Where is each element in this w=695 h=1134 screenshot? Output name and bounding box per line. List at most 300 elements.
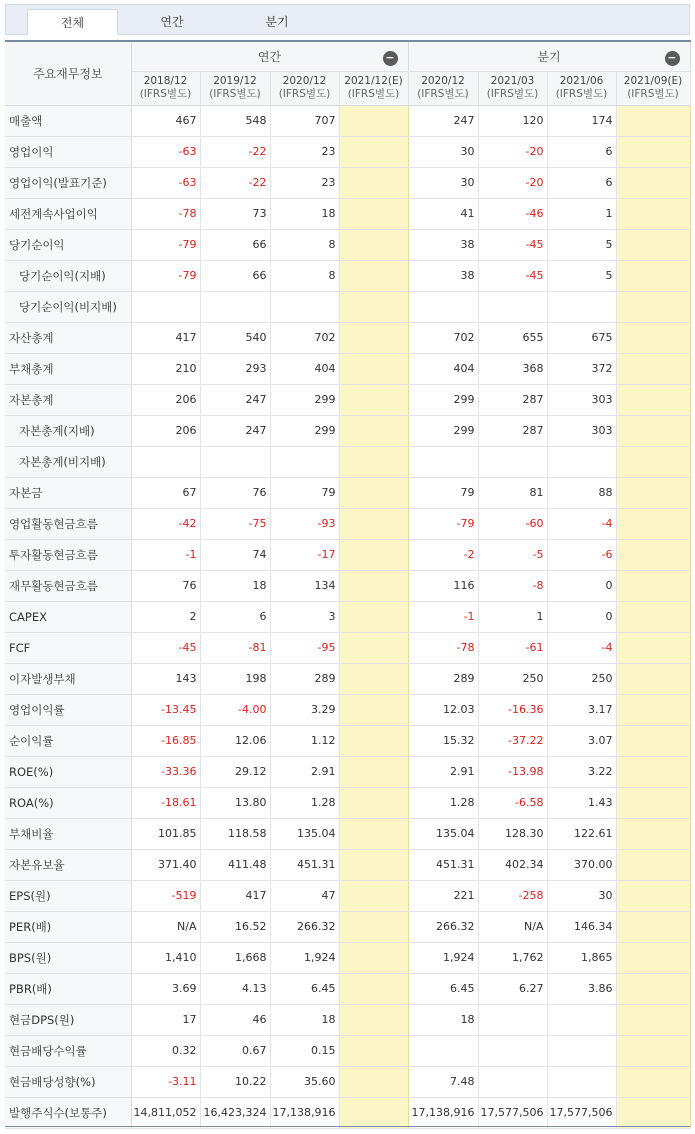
column-period: 2019/12 <box>213 75 257 87</box>
estimate-cell <box>616 756 690 787</box>
estimate-cell <box>339 508 408 539</box>
value-cell: 5 <box>547 229 616 260</box>
estimate-cell <box>339 570 408 601</box>
column-period: 2021/12(E) <box>344 75 403 87</box>
table-row <box>5 632 690 663</box>
estimate-cell <box>339 322 408 353</box>
table-row <box>5 384 690 415</box>
estimate-cell <box>616 849 690 880</box>
estimate-cell <box>616 136 690 167</box>
table-row <box>5 508 690 539</box>
column-basis: (IFRS별도) <box>139 88 192 100</box>
value-cell: 287 <box>478 415 547 446</box>
value-cell: 146.34 <box>547 911 616 942</box>
tab-all[interactable] <box>27 9 118 35</box>
column-period: 2018/12 <box>143 75 188 87</box>
estimate-cell <box>339 105 408 136</box>
value-cell: 2.91 <box>408 756 478 787</box>
row-label: ROE(%) <box>5 756 131 787</box>
value-cell: -93 <box>270 508 339 539</box>
estimate-cell <box>616 353 690 384</box>
value-cell: -4 <box>547 508 616 539</box>
value-cell: 6 <box>547 136 616 167</box>
estimate-cell <box>616 322 690 353</box>
value-cell: 548 <box>200 105 270 136</box>
value-cell: 46 <box>200 1004 270 1035</box>
value-cell: 210 <box>131 353 200 384</box>
estimate-cell <box>339 1004 408 1035</box>
value-cell: -79 <box>131 260 200 291</box>
table-row <box>5 756 690 787</box>
value-cell: -6.58 <box>478 787 547 818</box>
value-cell: 0 <box>547 601 616 632</box>
value-cell: -61 <box>478 632 547 663</box>
estimate-cell <box>339 973 408 1004</box>
value-cell: 655 <box>478 322 547 353</box>
estimate-cell <box>339 725 408 756</box>
value-cell: 12.06 <box>200 725 270 756</box>
column-header <box>131 71 200 105</box>
value-cell: 66 <box>200 260 270 291</box>
row-label: 재무활동현금흐름 <box>5 570 131 601</box>
row-label: 영업이익 <box>5 136 131 167</box>
column-basis: (IFRS별도) <box>347 88 400 100</box>
estimate-cell <box>616 911 690 942</box>
value-cell: 18 <box>270 198 339 229</box>
value-cell: -18.61 <box>131 787 200 818</box>
value-cell: 13.80 <box>200 787 270 818</box>
value-cell: 1 <box>478 601 547 632</box>
value-cell: 467 <box>131 105 200 136</box>
estimate-cell <box>616 260 690 291</box>
value-cell <box>270 291 339 322</box>
value-cell: 299 <box>408 384 478 415</box>
estimate-cell <box>339 477 408 508</box>
value-cell: 6 <box>547 167 616 198</box>
estimate-cell <box>616 539 690 570</box>
value-cell: 1,865 <box>547 942 616 973</box>
table-bottom-border <box>5 1126 690 1127</box>
column-header <box>270 71 339 105</box>
value-cell: 73 <box>200 198 270 229</box>
value-cell: 18 <box>200 570 270 601</box>
value-cell: 135.04 <box>270 818 339 849</box>
value-cell: -63 <box>131 167 200 198</box>
estimate-cell <box>616 1066 690 1097</box>
value-cell: -258 <box>478 880 547 911</box>
value-cell: 3.07 <box>547 725 616 756</box>
value-cell: 247 <box>408 105 478 136</box>
row-label: 부채총계 <box>5 353 131 384</box>
value-cell: 303 <box>547 415 616 446</box>
row-label: 현금배당수익률 <box>5 1035 131 1066</box>
table-row <box>5 663 690 694</box>
table-row <box>5 1097 690 1128</box>
value-cell: 404 <box>270 353 339 384</box>
table-row <box>5 167 690 198</box>
value-cell: 299 <box>270 415 339 446</box>
value-cell: -8 <box>478 570 547 601</box>
table-row <box>5 849 690 880</box>
table-row <box>5 601 690 632</box>
value-cell: 250 <box>478 663 547 694</box>
value-cell: 16.52 <box>200 911 270 942</box>
table-row <box>5 539 690 570</box>
value-cell: 35.60 <box>270 1066 339 1097</box>
estimate-cell <box>616 694 690 725</box>
estimate-cell <box>339 1035 408 1066</box>
row-label: 자본총계 <box>5 384 131 415</box>
value-cell: -20 <box>478 136 547 167</box>
header-label: 주요재무정보 <box>5 41 131 105</box>
estimate-cell <box>339 601 408 632</box>
table-row <box>5 322 690 353</box>
value-cell <box>547 1035 616 1066</box>
value-cell: -519 <box>131 880 200 911</box>
estimate-cell <box>339 415 408 446</box>
value-cell <box>131 291 200 322</box>
value-cell: 30 <box>547 880 616 911</box>
value-cell: 6.45 <box>270 973 339 1004</box>
value-cell: -37.22 <box>478 725 547 756</box>
value-cell: 289 <box>408 663 478 694</box>
value-cell: 707 <box>270 105 339 136</box>
value-cell: -46 <box>478 198 547 229</box>
value-cell: -13.45 <box>131 694 200 725</box>
value-cell: 7.48 <box>408 1066 478 1097</box>
row-label: 영업활동현금흐름 <box>5 508 131 539</box>
value-cell: 221 <box>408 880 478 911</box>
column-basis: (IFRS별도) <box>486 88 539 100</box>
value-cell <box>200 291 270 322</box>
value-cell: N/A <box>478 911 547 942</box>
column-basis: (IFRS별도) <box>209 88 261 100</box>
value-cell: 88 <box>547 477 616 508</box>
value-cell: 702 <box>270 322 339 353</box>
value-cell <box>478 291 547 322</box>
value-cell: 3.69 <box>131 973 200 1004</box>
column-period: 2021/03 <box>490 75 535 87</box>
value-cell: 0.67 <box>200 1035 270 1066</box>
value-cell: -33.36 <box>131 756 200 787</box>
value-cell: -78 <box>131 198 200 229</box>
estimate-cell <box>616 942 690 973</box>
value-cell: -17 <box>270 539 339 570</box>
estimate-cell <box>339 1066 408 1097</box>
value-cell <box>478 1035 547 1066</box>
value-cell: 1.43 <box>547 787 616 818</box>
value-cell: 23 <box>270 167 339 198</box>
estimate-cell <box>616 384 690 415</box>
row-label: 당기순이익(지배) <box>5 260 131 291</box>
value-cell: 14,811,052 <box>131 1097 200 1128</box>
value-cell: 174 <box>547 105 616 136</box>
value-cell: -4.00 <box>200 694 270 725</box>
tab-quarter[interactable] <box>231 9 323 35</box>
value-cell <box>408 1035 478 1066</box>
table-row <box>5 942 690 973</box>
estimate-cell <box>616 167 690 198</box>
column-header <box>547 71 616 105</box>
value-cell: -22 <box>200 136 270 167</box>
estimate-cell <box>339 632 408 663</box>
column-header <box>616 71 690 105</box>
value-cell: 417 <box>131 322 200 353</box>
value-cell: -1 <box>408 601 478 632</box>
column-basis: (IFRS별도) <box>555 88 608 100</box>
value-cell: 6 <box>200 601 270 632</box>
value-cell: 247 <box>200 415 270 446</box>
table-row <box>5 291 690 322</box>
value-cell: 206 <box>131 384 200 415</box>
estimate-cell <box>616 632 690 663</box>
table-row <box>5 1004 690 1035</box>
value-cell <box>408 291 478 322</box>
value-cell: 540 <box>200 322 270 353</box>
value-cell: -20 <box>478 167 547 198</box>
value-cell <box>478 446 547 477</box>
value-cell: 402.34 <box>478 849 547 880</box>
value-cell: 0.32 <box>131 1035 200 1066</box>
column-basis: (IFRS별도) <box>278 88 331 100</box>
column-basis: (IFRS별도) <box>417 88 469 100</box>
value-cell: 417 <box>200 880 270 911</box>
value-cell: 8 <box>270 229 339 260</box>
estimate-cell <box>616 818 690 849</box>
value-cell: 18 <box>408 1004 478 1035</box>
value-cell: -6 <box>547 539 616 570</box>
value-cell: -81 <box>200 632 270 663</box>
collapse-quarter-icon[interactable]: − <box>665 51 680 66</box>
value-cell: 17,577,506 <box>547 1097 616 1128</box>
value-cell: 101.85 <box>131 818 200 849</box>
value-cell: 30 <box>408 167 478 198</box>
estimate-cell <box>339 229 408 260</box>
value-cell: 1,762 <box>478 942 547 973</box>
estimate-cell <box>616 198 690 229</box>
estimate-cell <box>616 1035 690 1066</box>
estimate-cell <box>616 477 690 508</box>
column-period: 2020/12 <box>282 75 327 87</box>
value-cell <box>408 446 478 477</box>
row-label: 현금배당성향(%) <box>5 1066 131 1097</box>
value-cell: 17 <box>131 1004 200 1035</box>
row-label: BPS(원) <box>5 942 131 973</box>
value-cell: 1.28 <box>408 787 478 818</box>
estimate-cell <box>339 384 408 415</box>
row-label: 영업이익률 <box>5 694 131 725</box>
table-row <box>5 694 690 725</box>
value-cell: 675 <box>547 322 616 353</box>
value-cell: 128.30 <box>478 818 547 849</box>
value-cell: 2.91 <box>270 756 339 787</box>
value-cell: 1.28 <box>270 787 339 818</box>
value-cell: -45 <box>131 632 200 663</box>
tab-annual[interactable] <box>126 9 218 35</box>
value-cell: 134 <box>270 570 339 601</box>
row-label: 발행주식수(보통주) <box>5 1097 131 1128</box>
table-row <box>5 911 690 942</box>
value-cell: 247 <box>200 384 270 415</box>
value-cell: 404 <box>408 353 478 384</box>
value-cell: 17,577,506 <box>478 1097 547 1128</box>
table-row <box>5 818 690 849</box>
value-cell: -42 <box>131 508 200 539</box>
table-row <box>5 136 690 167</box>
row-label: 자본유보율 <box>5 849 131 880</box>
column-header <box>339 71 408 105</box>
value-cell: 250 <box>547 663 616 694</box>
row-label: 투자활동현금흐름 <box>5 539 131 570</box>
column-basis: (IFRS별도) <box>627 88 679 100</box>
value-cell: -63 <box>131 136 200 167</box>
value-cell: 79 <box>270 477 339 508</box>
annual-group-header <box>131 41 408 71</box>
estimate-cell <box>616 415 690 446</box>
quarter-group-label: 분기 <box>537 49 561 64</box>
value-cell: 0.15 <box>270 1035 339 1066</box>
value-cell: 3.86 <box>547 973 616 1004</box>
value-cell: 1,668 <box>200 942 270 973</box>
table-row <box>5 260 690 291</box>
estimate-cell <box>616 787 690 818</box>
value-cell: 120 <box>478 105 547 136</box>
estimate-cell <box>339 942 408 973</box>
estimate-cell <box>339 694 408 725</box>
column-period: 2021/09(E) <box>623 75 683 87</box>
row-label: EPS(원) <box>5 880 131 911</box>
value-cell: 3.17 <box>547 694 616 725</box>
column-header <box>478 71 547 105</box>
value-cell: N/A <box>131 911 200 942</box>
value-cell: -2 <box>408 539 478 570</box>
value-cell <box>478 1004 547 1035</box>
value-cell: 135.04 <box>408 818 478 849</box>
value-cell: 79 <box>408 477 478 508</box>
table-row <box>5 477 690 508</box>
estimate-cell <box>616 508 690 539</box>
value-cell: 8 <box>270 260 339 291</box>
value-cell: -4 <box>547 632 616 663</box>
estimate-cell <box>339 756 408 787</box>
estimate-cell <box>616 725 690 756</box>
value-cell: 23 <box>270 136 339 167</box>
estimate-cell <box>616 663 690 694</box>
value-cell <box>547 291 616 322</box>
value-cell: 206 <box>131 415 200 446</box>
table-row <box>5 229 690 260</box>
value-cell: 3.29 <box>270 694 339 725</box>
column-header <box>408 71 478 105</box>
estimate-cell <box>339 353 408 384</box>
value-cell: 118.58 <box>200 818 270 849</box>
value-cell: 372 <box>547 353 616 384</box>
value-cell: -16.85 <box>131 725 200 756</box>
value-cell <box>131 446 200 477</box>
value-cell: 66 <box>200 229 270 260</box>
annual-group-label: 연간 <box>257 49 282 64</box>
row-label: PBR(배) <box>5 973 131 1004</box>
estimate-cell <box>339 291 408 322</box>
value-cell: 1,410 <box>131 942 200 973</box>
table-row <box>5 353 690 384</box>
value-cell: 76 <box>131 570 200 601</box>
value-cell: 41 <box>408 198 478 229</box>
estimate-cell <box>339 136 408 167</box>
value-cell: 30 <box>408 136 478 167</box>
value-cell: 47 <box>270 880 339 911</box>
value-cell: 74 <box>200 539 270 570</box>
value-cell: -3.11 <box>131 1066 200 1097</box>
value-cell: 1.12 <box>270 725 339 756</box>
row-label: FCF <box>5 632 131 663</box>
estimate-cell <box>616 1004 690 1035</box>
value-cell: 12.03 <box>408 694 478 725</box>
row-label: 부채비율 <box>5 818 131 849</box>
value-cell: -75 <box>200 508 270 539</box>
value-cell: 299 <box>408 415 478 446</box>
value-cell: 370.00 <box>547 849 616 880</box>
row-label: 자본총계(지배) <box>5 415 131 446</box>
value-cell: 76 <box>200 477 270 508</box>
collapse-annual-icon[interactable]: − <box>383 51 398 66</box>
value-cell: 371.40 <box>131 849 200 880</box>
value-cell: -95 <box>270 632 339 663</box>
value-cell: 17,138,916 <box>408 1097 478 1128</box>
table-row <box>5 570 690 601</box>
estimate-cell <box>339 1097 408 1128</box>
row-label: 자본총계(비지배) <box>5 446 131 477</box>
value-cell: 303 <box>547 384 616 415</box>
row-label: CAPEX <box>5 601 131 632</box>
estimate-cell <box>616 291 690 322</box>
value-cell: 1,924 <box>270 942 339 973</box>
value-cell <box>547 1066 616 1097</box>
estimate-cell <box>616 973 690 1004</box>
estimate-cell <box>339 880 408 911</box>
value-cell: 266.32 <box>270 911 339 942</box>
value-cell: 6.27 <box>478 973 547 1004</box>
table-row <box>5 415 690 446</box>
value-cell: -13.98 <box>478 756 547 787</box>
table-row <box>5 973 690 1004</box>
value-cell: -5 <box>478 539 547 570</box>
value-cell: 198 <box>200 663 270 694</box>
row-label: 현금DPS(원) <box>5 1004 131 1035</box>
column-header <box>200 71 270 105</box>
financial-summary-table <box>5 40 691 1129</box>
tab-annual-label: 연간 <box>160 15 184 29</box>
estimate-cell <box>616 601 690 632</box>
estimate-cell <box>339 539 408 570</box>
value-cell <box>478 1066 547 1097</box>
estimate-cell <box>339 260 408 291</box>
value-cell: -79 <box>131 229 200 260</box>
tab-quarter-label: 분기 <box>265 15 289 29</box>
estimate-cell <box>616 880 690 911</box>
row-label: 자산총계 <box>5 322 131 353</box>
value-cell: 368 <box>478 353 547 384</box>
value-cell: -1 <box>131 539 200 570</box>
value-cell: 702 <box>408 322 478 353</box>
value-cell: 17,138,916 <box>270 1097 339 1128</box>
value-cell: 2 <box>131 601 200 632</box>
table-row <box>5 1035 690 1066</box>
value-cell: 67 <box>131 477 200 508</box>
value-cell: 1 <box>547 198 616 229</box>
value-cell: 293 <box>200 353 270 384</box>
value-cell: 3.22 <box>547 756 616 787</box>
